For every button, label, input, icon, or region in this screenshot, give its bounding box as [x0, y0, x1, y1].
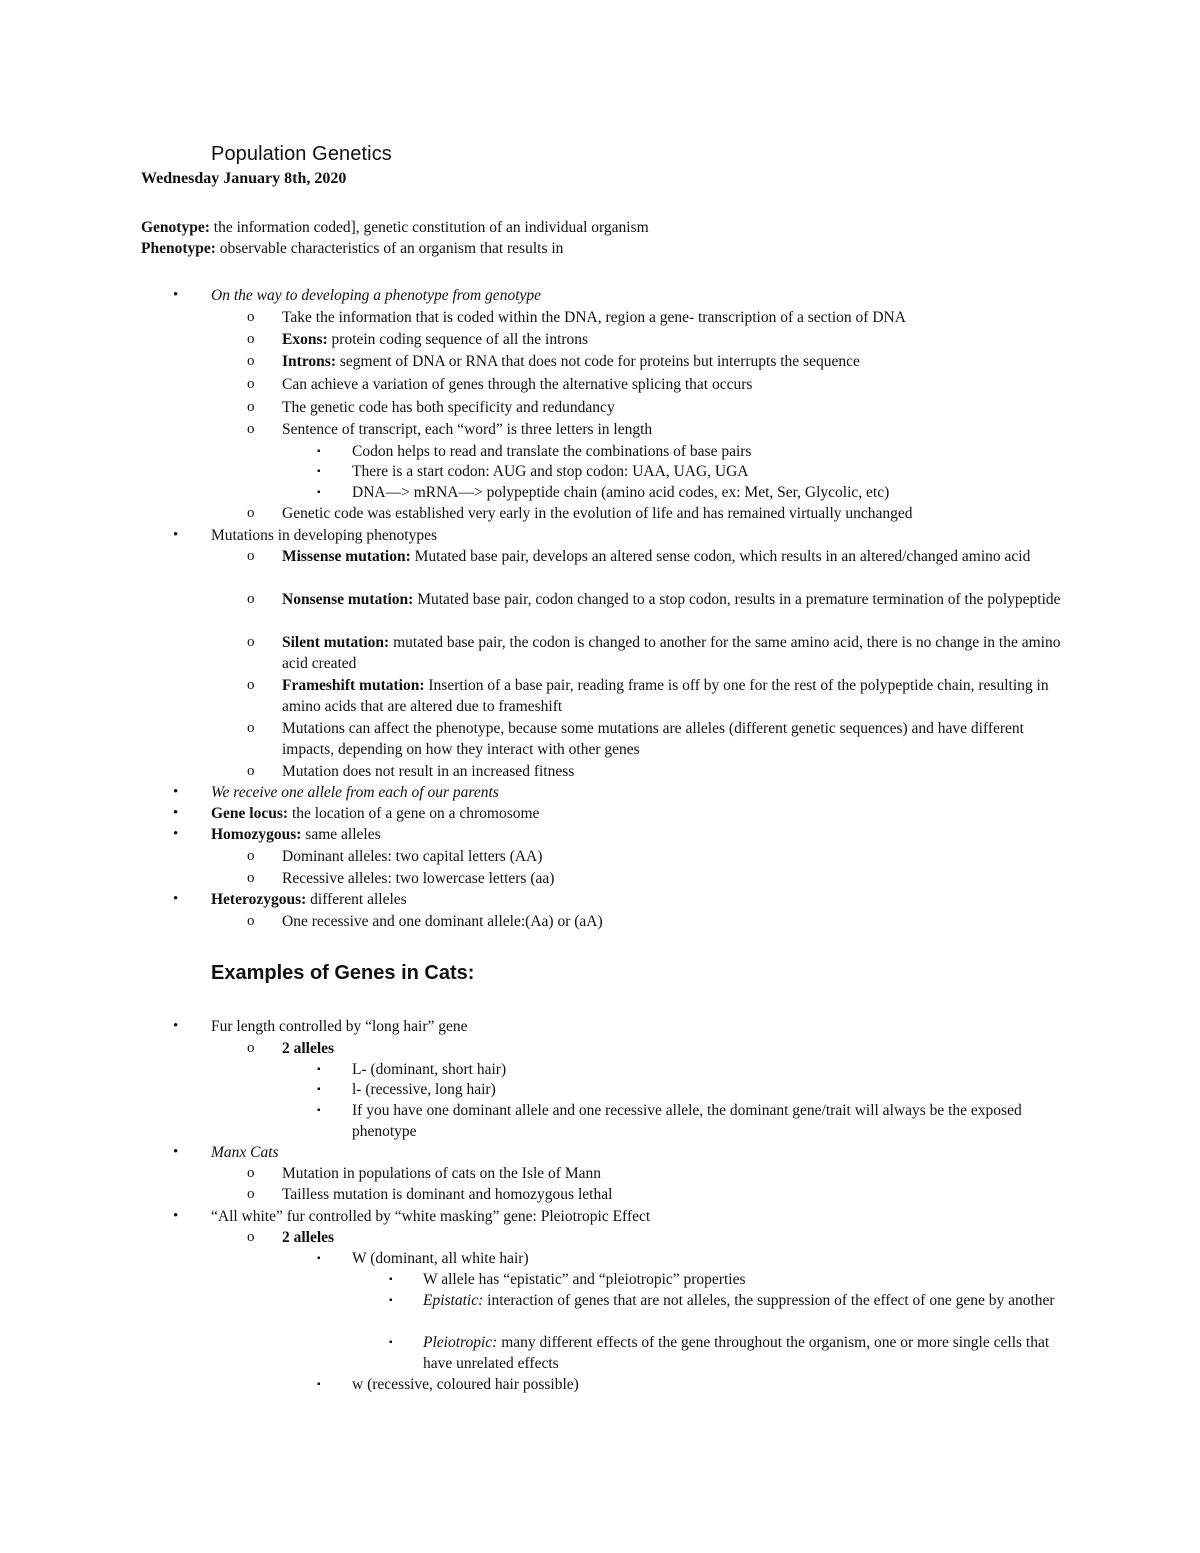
- list-item-text: different alleles: [306, 891, 407, 908]
- list-item-text: On the way to developing a phenotype from genotype: [211, 287, 542, 304]
- list-item-text: Dominant alleles: two capital letters (AA): [282, 848, 543, 865]
- list-item-text: “All white” fur controlled by “white masking” gene: Pleiotropic Effect: [211, 1208, 651, 1225]
- circle-marker: o: [247, 1165, 255, 1181]
- circle-marker: o: [247, 421, 255, 437]
- list-item-text: W allele has “epistatic” and “pleiotropic” properties: [423, 1271, 746, 1288]
- circle-marker: o: [247, 677, 255, 693]
- circle-marker: o: [247, 548, 255, 564]
- definition-text: the information coded], genetic constitution of an individual organism: [209, 219, 649, 236]
- list-item-text: Mutation in populations of cats on the Isle of Mann: [282, 1165, 601, 1182]
- circle-marker: o: [247, 913, 255, 929]
- list-item-term: 2 alleles: [282, 1229, 335, 1246]
- circle-marker: o: [247, 763, 255, 779]
- list-item-term: Introns:: [282, 353, 336, 370]
- list-item-text: Codon helps to read and translate the combinations of base pairs: [352, 443, 752, 460]
- list-item-text: Tailless mutation is dominant and homozygous lethal: [282, 1186, 613, 1203]
- bullet-marker: •: [173, 287, 179, 303]
- circle-marker: o: [247, 634, 255, 650]
- list-item-text: One recessive and one dominant allele:(Aa) or (aA): [282, 913, 603, 930]
- bullet-marker: •: [173, 784, 179, 800]
- square-marker: ▪: [317, 1084, 321, 1095]
- bullet-marker: •: [173, 1018, 179, 1034]
- list-item-term: Epistatic:: [423, 1292, 484, 1309]
- list-item-text: Genetic code was established very early in the evolution of life and has remained virtually unchanged: [282, 505, 913, 522]
- list-item-term: Pleiotropic:: [423, 1334, 498, 1351]
- list-item-text: Manx Cats: [211, 1144, 279, 1161]
- list-item-text: Can achieve a variation of genes through the alternative splicing that occurs: [282, 376, 753, 393]
- circle-marker: o: [247, 1229, 255, 1245]
- circle-marker: o: [247, 331, 255, 347]
- square-marker: ▪: [317, 466, 321, 477]
- square-marker: ▪: [317, 1064, 321, 1075]
- list-item-text: Mutations can affect the phenotype, because some mutations are alleles (different genetic sequences) and have different impacts, depending on how they interact with other genes: [282, 720, 1024, 758]
- list-item-text: Recessive alleles: two lowercase letters (aa): [282, 870, 555, 887]
- list-item-text: Fur length controlled by “long hair” gene: [211, 1018, 468, 1035]
- list-item-text: mutated base pair, the codon is changed to another for the same amino acid, there is no change in the amino acid created: [282, 634, 1061, 672]
- square-marker: ▪: [317, 1253, 321, 1264]
- list-item-term: 2 alleles: [282, 1040, 335, 1057]
- list-item-text: protein coding sequence of all the introns: [327, 331, 589, 348]
- circle-marker: o: [247, 870, 255, 886]
- circle-marker: o: [247, 720, 255, 736]
- square-marker: ▪: [389, 1295, 393, 1306]
- list-item-text: Take the information that is coded within the DNA, region a gene- transcription of a section of DNA: [282, 309, 906, 326]
- circle-marker: o: [247, 1186, 255, 1202]
- list-item-term: Missense mutation:: [282, 548, 411, 565]
- circle-marker: o: [247, 848, 255, 864]
- list-item-term: Gene locus:: [211, 805, 289, 822]
- list-item-term: Frameshift mutation:: [282, 677, 425, 694]
- definition-genotype: [141, 219, 649, 237]
- list-item-text: interaction of genes that are not alleles, the suppression of the effect of one gene by another: [483, 1292, 1055, 1309]
- circle-marker: o: [247, 505, 255, 521]
- list-item-text: the location of a gene on a chromosome: [288, 805, 540, 822]
- definition-term: Genotype:: [141, 219, 210, 236]
- page-title: Population Genetics: [211, 143, 392, 165]
- circle-marker: o: [247, 1040, 255, 1056]
- square-marker: ▪: [317, 1105, 321, 1116]
- circle-marker: o: [247, 309, 255, 325]
- list-item-text: L- (dominant, short hair): [352, 1061, 507, 1078]
- bullet-marker: •: [173, 527, 179, 543]
- list-item-text: segment of DNA or RNA that does not code for proteins but interrupts the sequence: [335, 353, 860, 370]
- square-marker: ▪: [389, 1274, 393, 1285]
- circle-marker: o: [247, 376, 255, 392]
- list-item-text: Mutations in developing phenotypes: [211, 527, 438, 544]
- list-item-term: Nonsense mutation:: [282, 591, 414, 608]
- list-item-term: Homozygous:: [211, 826, 302, 843]
- list-item-text: l- (recessive, long hair): [352, 1081, 496, 1098]
- section-heading: Examples of Genes in Cats:: [211, 962, 475, 984]
- definition-term: Phenotype:: [141, 240, 216, 257]
- list-item-text: The genetic code has both specificity and redundancy: [282, 399, 615, 416]
- square-marker: ▪: [317, 446, 321, 457]
- bullet-marker: •: [173, 805, 179, 821]
- list-item-text: Mutated base pair, codon changed to a stop codon, results in a premature termination of the polypeptide: [413, 591, 1061, 608]
- square-marker: ▪: [317, 487, 321, 498]
- definition-text: observable characteristics of an organism that results in: [215, 240, 564, 257]
- list-item-text: same alleles: [301, 826, 381, 843]
- list-item-text: W (dominant, all white hair): [352, 1250, 529, 1267]
- bullet-marker: •: [173, 1208, 179, 1224]
- bullet-marker: •: [173, 826, 179, 842]
- list-item-term: Exons:: [282, 331, 328, 348]
- circle-marker: o: [247, 591, 255, 607]
- list-item-text: DNA—> mRNA—> polypeptide chain (amino acid codes, ex: Met, Ser, Glycolic, etc): [352, 484, 890, 501]
- list-item-text: Mutation does not result in an increased fitness: [282, 763, 575, 780]
- bullet-marker: •: [173, 1144, 179, 1160]
- list-item-text: Mutated base pair, develops an altered sense codon, which results in an altered/changed amino acid: [410, 548, 1031, 565]
- list-item-text: There is a start codon: AUG and stop codon: UAA, UAG, UGA: [352, 463, 749, 480]
- list-item-text: If you have one dominant allele and one recessive allele, the dominant gene/trait will always be the exposed phenotype: [352, 1102, 1022, 1140]
- circle-marker: o: [247, 353, 255, 369]
- list-item-text: Insertion of a base pair, reading frame is off by one for the rest of the polypeptide chain, resulting in amino acids that are altered due to frameshift: [282, 677, 1049, 715]
- list-item-term: Silent mutation:: [282, 634, 390, 651]
- square-marker: ▪: [389, 1337, 393, 1348]
- bullet-marker: •: [173, 891, 179, 907]
- list-item-text: Sentence of transcript, each “word” is three letters in length: [282, 421, 653, 438]
- definition-phenotype: [141, 240, 563, 258]
- circle-marker: o: [247, 399, 255, 415]
- list-item-term: Heterozygous:: [211, 891, 307, 908]
- square-marker: ▪: [317, 1379, 321, 1390]
- page-date: Wednesday January 8th, 2020: [141, 170, 347, 187]
- list-item-text: many different effects of the gene throughout the organism, one or more single cells that have unrelated effects: [423, 1334, 1050, 1372]
- list-item-text: w (recessive, coloured hair possible): [352, 1376, 579, 1393]
- list-item-text: We receive one allele from each of our parents: [211, 784, 499, 801]
